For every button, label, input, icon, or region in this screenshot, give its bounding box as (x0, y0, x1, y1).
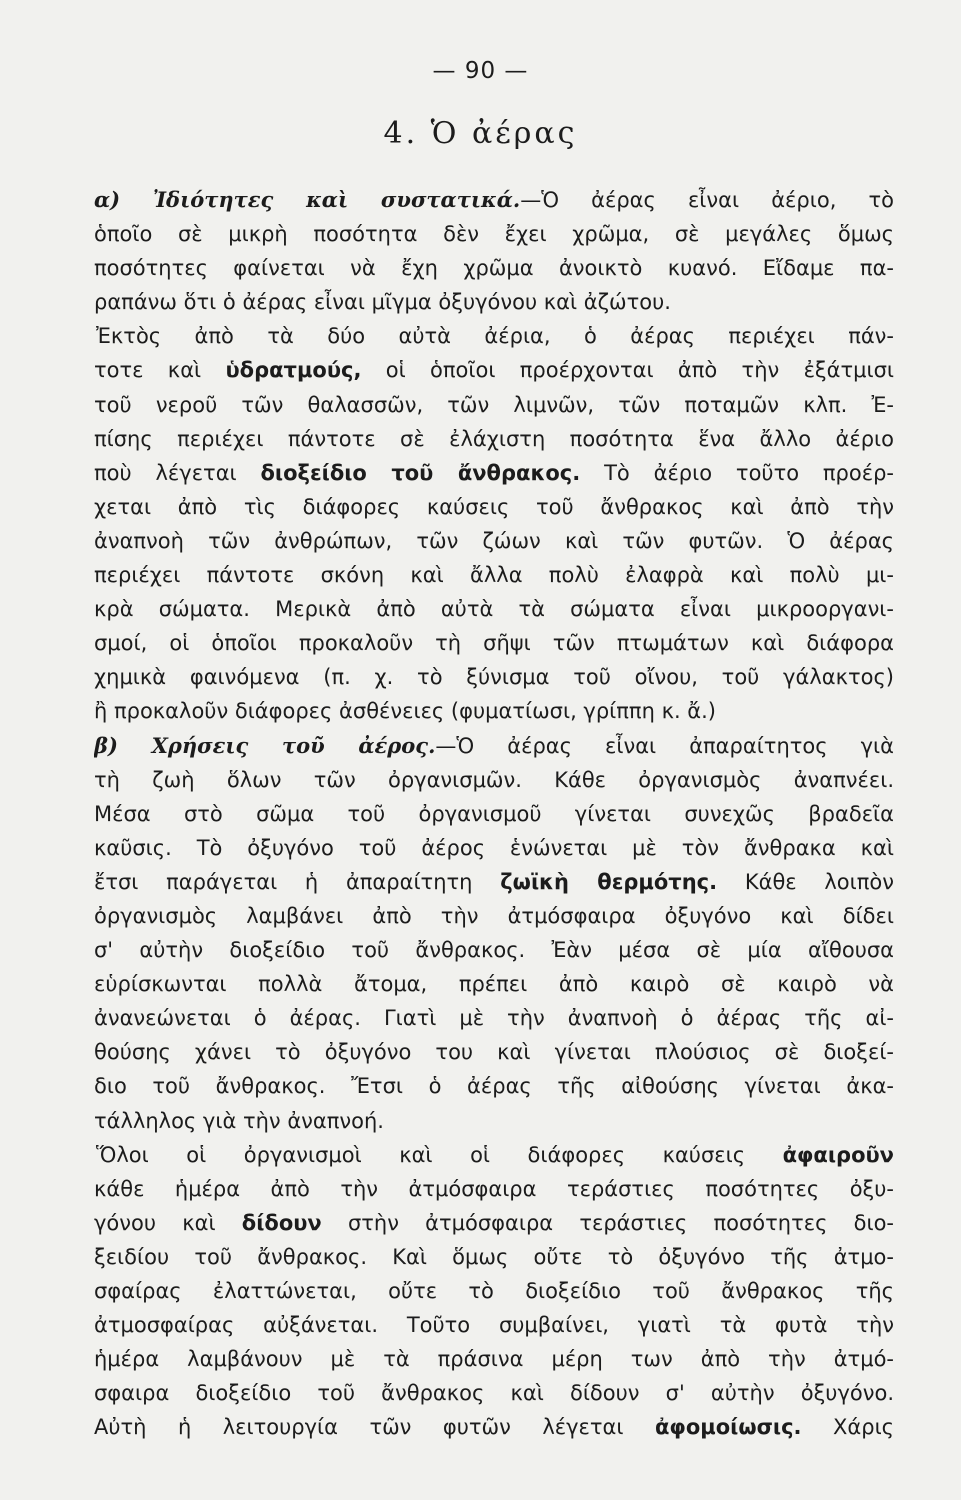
text-line: ξειδίου τοῦ ἄνθρακος. Καὶ ὅμως οὔτε τὸ ὀξυγόνο τῆς ἀτμο- (94, 1244, 894, 1269)
text-line: ραπάνω ὅτι ὁ ἀέρας εἶναι μῖγμα ὀξυγόνου καὶ ἀζώτου. (94, 290, 671, 315)
text-line: ποὺ λέγεται διοξείδιο τοῦ ἄνθρακος. Τὸ ἀέριο τοῦτο προέρ- (94, 460, 894, 485)
text-line: εὑρίσκωνται πολλὰ ἄτομα, πρέπει ἀπὸ καιρὸ σὲ καιρὸ νὰ (94, 972, 894, 997)
text-line: σφαιρα διοξείδιο τοῦ ἄνθρακος καὶ δίδουν σ' αὐτὴν ὀξυγόνο. (94, 1381, 894, 1406)
text-line: χημικὰ φαινόμενα (π. χ. τὸ ξύνισμα τοῦ οἴνου, τοῦ γάλακτος) (94, 665, 894, 690)
page-number: — 90 — (432, 58, 529, 84)
text-line: θούσης χάνει τὸ ὀξυγόνο του καὶ γίνεται πλούσιος σὲ διοξεί- (94, 1040, 894, 1065)
text-line: τοῦ νεροῦ τῶν θαλασσῶν, τῶν λιμνῶν, τῶν ποταμῶν κλπ. Ἐ- (94, 392, 894, 417)
text-line: σμοί, οἱ ὁποῖοι προκαλοῦν τὴ σῆψι τῶν πτωμάτων καὶ διάφορα (94, 631, 894, 656)
text-line: τὴ ζωὴ ὅλων τῶν ὀργανισμῶν. Κάθε ὀργανισμὸς ἀναπνέει. (94, 767, 894, 792)
text-line: ἔτσι παράγεται ἡ ἀπαραίτητη ζωϊκὴ θερμότης. Κάθε λοιπὸν (94, 869, 894, 894)
text-line: Μέσα στὸ σῶμα τοῦ ὀργανισμοῦ γίνεται συνεχῶς βραδεῖα (94, 801, 894, 826)
text-line: β) Χρήσεις τοῦ ἀέρος.—Ὁ ἀέρας εἶναι ἀπαραίτητος γιὰ (94, 732, 894, 758)
text-line: γόνου καὶ δίδουν στὴν ἀτμόσφαιρα τεράστιες ποσότητες διο- (94, 1210, 894, 1235)
bold-term: ἀφαιροῦν (782, 1142, 894, 1167)
text-line: Ἐκτὸς ἀπὸ τὰ δύο αὐτὰ ἀέρια, ὁ ἀέρας περιέχει πάν- (96, 324, 894, 349)
text-line: ὁποῖο σὲ μικρὴ ποσότητα δὲν ἔχει χρῶμα, σὲ μεγάλες ὅμως (94, 222, 894, 247)
bold-term: δίδουν (241, 1210, 322, 1235)
text-line: α) Ἰδιότητες καὶ συστατικά.—Ὁ ἀέρας εἶναι ἀέριο, τὸ (94, 187, 894, 212)
text-line: σ' αὐτὴν διοξείδιο τοῦ ἄνθρακος. Ἐὰν μέσα σὲ μία αἴθουσα (94, 938, 894, 963)
text-line: πίσης περιέχει πάντοτε σὲ ἐλάχιστη ποσότητα ἕνα ἄλλο ἀέριο (94, 426, 894, 451)
text-line: ἀτμοσφαίρας αὐξάνεται. Τοῦτο συμβαίνει, γιατὶ τὰ φυτὰ τὴν (94, 1313, 894, 1338)
text-line: διο τοῦ ἄνθρακος. Ἔτσι ὁ ἀέρας τῆς αἰθούσης γίνεται ἀκα- (94, 1074, 894, 1099)
text-line: κάθε ἡμέρα ἀπὸ τὴν ἀτμόσφαιρα τεράστιες ποσότητες ὀξυ- (94, 1176, 894, 1201)
text-line: ἀνανεώνεται ὁ ἀέρας. Γιατὶ μὲ τὴν ἀναπνοὴ ὁ ἀέρας τῆς αἰ- (94, 1006, 894, 1031)
text-line: περιέχει πάντοτε σκόνη καὶ ἄλλα πολὺ ἐλαφρὰ καὶ πολὺ μι- (94, 563, 894, 588)
text-line: ἀναπνοὴ τῶν ἀνθρώπων, τῶν ζώων καὶ τῶν φυτῶν. Ὁ ἀέρας (94, 528, 894, 553)
text-line: ποσότητες φαίνεται νὰ ἔχη χρῶμα ἀνοικτὸ κυανό. Εἴδαμε πα- (94, 256, 894, 281)
text-line: σφαίρας ἐλαττώνεται, οὔτε τὸ διοξείδιο τοῦ ἄνθρακος τῆς (94, 1279, 894, 1303)
text-line: κρὰ σώματα. Μερικὰ ἀπὸ αὐτὰ τὰ σώματα εἶναι μικροοργανι- (94, 597, 894, 622)
section-heading-properties: α) Ἰδιότητες καὶ συστατικά. (94, 187, 521, 212)
bold-term: διοξείδιο τοῦ ἄνθρακος. (260, 460, 581, 485)
text-line: χεται ἀπὸ τὶς διάφορες καύσεις τοῦ ἄνθρακος καὶ ἀπὸ τὴν (94, 494, 894, 519)
text-line: καῦσις. Τὸ ὀξυγόνο τοῦ ἀέρος ἑνώνεται μὲ τὸν ἄνθρακα καὶ (94, 835, 894, 860)
bold-term: ἀφομοίωσις. (654, 1415, 802, 1440)
bold-term: ὑδρατμούς, (225, 358, 362, 383)
chapter-title: 4. Ὁ ἀέρας (383, 116, 578, 151)
body-text (94, 183, 894, 1444)
text-line: Ὅλοι οἱ ὀργανισμοὶ καὶ οἱ διάφορες καύσεις ἀφαιροῦν (96, 1142, 894, 1167)
text-line: Αὐτὴ ἡ λειτουργία τῶν φυτῶν λέγεται ἀφομοίωσις. Χάρις (94, 1415, 894, 1440)
text-line: ἡμέρα λαμβάνουν μὲ τὰ πράσινα μέρη των ἀπὸ τὴν ἀτμό- (94, 1347, 894, 1372)
text-line: ὀργανισμὸς λαμβάνει ἀπὸ τὴν ἀτμόσφαιρα ὀξυγόνο καὶ δίδει (94, 903, 894, 928)
text-line: τάλληλος γιὰ τὴν ἀναπνοή. (94, 1108, 384, 1133)
bold-term: ζωϊκὴ θερμότης. (500, 869, 718, 894)
text-line: τοτε καὶ ὑδρατμούς, οἱ ὁποῖοι προέρχονται ἀπὸ τὴν ἐξάτμισι (94, 358, 894, 383)
section-heading-uses: β) Χρήσεις τοῦ ἀέρος. (94, 732, 436, 758)
text-line: ἢ προκαλοῦν διάφορες ἀσθένειες (φυματίωσι, γρίππη κ. ἄ.) (94, 699, 717, 724)
